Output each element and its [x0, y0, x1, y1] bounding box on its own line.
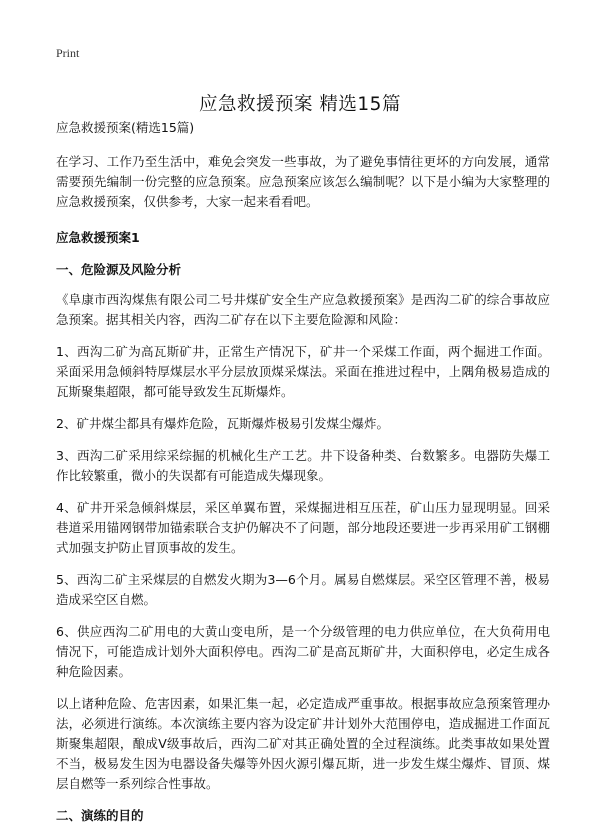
heading-drill-purpose: 二、演练的目的: [56, 808, 144, 823]
print-link[interactable]: Print: [56, 46, 80, 60]
paragraph: 《阜康市西沟煤焦有限公司二号井煤矿安全生产应急救援预案》是西沟二矿的综合事故应急预案。据其相关内容，西沟二矿存在以下主要危险源和风险：: [56, 292, 550, 327]
paragraph: 5、西沟二矿主采煤层的自燃发火期为3—6个月。属易自燃煤层。采空区管理不善，极易造成采空区自燃。: [56, 572, 550, 607]
paragraph: 3、西沟二矿采用综采综掘的机械化生产工艺。井下设备种类、台数繁多。电器防失爆工作比较繁重，微小的失误都有可能造成失爆现象。: [56, 448, 550, 483]
paragraph: 6、供应西沟二矿用电的大黄山变电所，是一个分级管理的电力供应单位，在大负荷用电情况下，可能造成计划外大面积停电。西沟二矿是高瓦斯矿井，大面积停电，必定生成各种危险因素。: [56, 624, 550, 679]
paragraph: 2、矿井煤尘都具有爆炸危险，瓦斯爆炸极易引发煤尘爆炸。: [56, 416, 389, 431]
paragraph: 1、西沟二矿为高瓦斯矿井，正常生产情况下，矿井一个采煤工作面，两个掘进工作面。采面采用急倾斜特厚煤层水平分层放顶煤采煤法。采面在推进过程中，上隅角极易造成的瓦斯聚集超限，都可能导致发生瓦斯爆炸。: [56, 344, 550, 399]
document-title: 应急救援预案 精选15篇: [199, 94, 401, 116]
heading-risk-analysis: 一、危险源及风险分析: [56, 262, 182, 277]
document-subtitle: 应急救援预案(精选15篇): [56, 120, 195, 135]
section-title: 应急救援预案1: [56, 230, 140, 245]
intro-paragraph: 在学习、工作乃至生活中，难免会突发一些事故，为了避免事情往更坏的方向发展，通常需要预先编制一份完整的应急预案。应急预案应该怎么编制呢？以下是小编为大家整理的应急救援预案，仅供参考，大家一起来看看吧。: [56, 154, 550, 209]
document-body: [56, 118, 550, 838]
paragraph: 4、矿井开采急倾斜煤层，采区单翼布置，采煤掘进相互压茬，矿山压力显现明显。回采巷道采用锚网钢带加锚索联合支护仍解决不了问题，部分地段还要进一步再采用矿工钢棚式加强支护防止冒顶事故的发生。: [56, 500, 550, 555]
paragraph: 以上诸种危险、危害因素，如果汇集一起，必定造成严重事故。根据事故应急预案管理办法，必须进行演练。本次演练主要内容为设定矿井计划外大范围停电，造成掘进工作面瓦斯聚集超限，酿成V级事故后，西沟二矿对其正确处置的全过程演练。此类事故如果处置不当，极易发生因为电器设备失爆等外因火源引爆瓦斯，进一步发生煤尘爆炸、冒顶、煤层自燃等一系列综合性事故。: [56, 696, 550, 791]
